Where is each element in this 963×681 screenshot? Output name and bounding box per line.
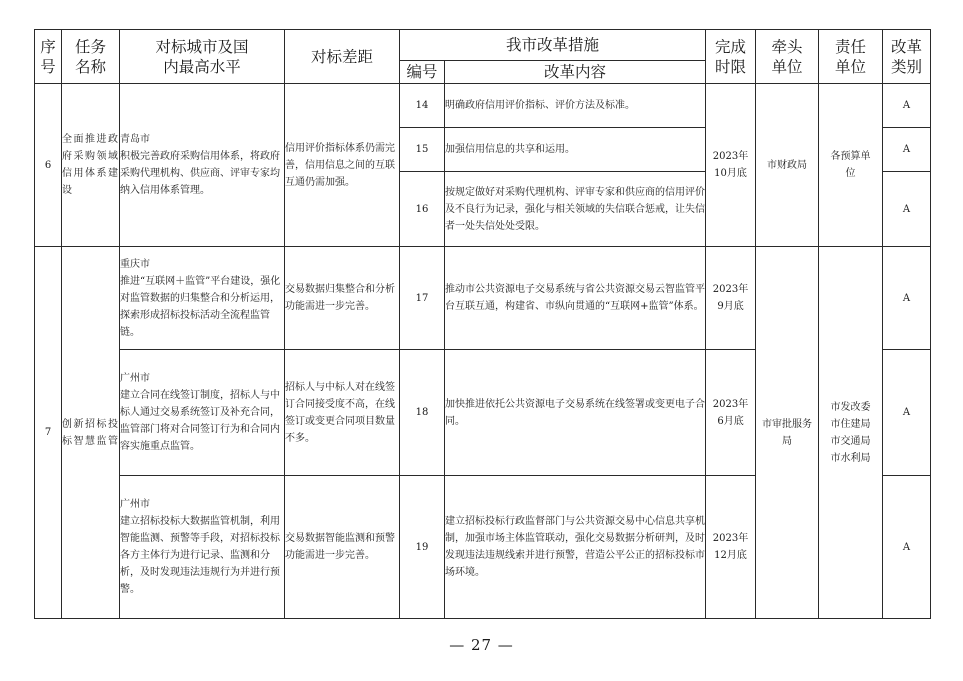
category-cell: A	[883, 84, 931, 128]
benchmark-text: 积极完善政府采购信用体系，将政府采购代理机构、供应商、评审专家均纳入信用体系管理。	[120, 151, 280, 196]
deadline-cell: 2023年6月底	[706, 350, 756, 476]
header-deadline: 完成时限	[706, 30, 756, 84]
benchmark-cell	[120, 84, 285, 247]
header-measures: 我市改革措施	[400, 30, 706, 61]
measure-content-cell: 推动市公共资源电子交易系统与省公共资源交易云智监管平台互联互通，构建省、市纵向贯通的“互联网+监管”体系。	[445, 247, 706, 350]
lead-unit-cell: 市财政局	[756, 84, 819, 247]
measure-content-cell: 按规定做好对采购代理机构、评审专家和供应商的信用评价及不良行为记录，强化与相关领域的失信联合惩戒，让失信者一处失信处处受限。	[445, 172, 706, 247]
task-name-cell: 创新招标投标智慧监管	[62, 247, 120, 619]
benchmark-text: 推进“互联网＋监管”平台建设，强化对监管数据的归集整合和分析运用，探索形成招标投标活动全流程监管链。	[120, 275, 281, 338]
benchmark-text: 建立合同在线签订制度，招标人与中标人通过交易系统签订及补充合同，监管部门将对合同签订行为和合同内容实施重点监管。	[120, 390, 280, 452]
measure-no-cell: 17	[400, 247, 445, 350]
gap-cell: 交易数据归集整合和分析功能需进一步完善。	[285, 247, 400, 350]
header-measure-content: 改革内容	[445, 61, 706, 84]
category-cell: A	[883, 476, 931, 619]
header-resp-unit: 责任单位	[819, 30, 883, 84]
header-gap: 对标差距	[285, 30, 400, 84]
header-task-name: 任务名称	[62, 30, 120, 84]
city-name: 重庆市	[120, 258, 150, 270]
measure-no-cell: 19	[400, 476, 445, 619]
reform-table	[34, 29, 931, 619]
category-cell: A	[883, 172, 931, 247]
measure-content-cell: 明确政府信用评价指标、评价方法及标准。	[445, 84, 706, 128]
measure-no-cell: 18	[400, 350, 445, 476]
task-name-cell: 全面推进政府采购领域信用体系建设	[62, 84, 120, 247]
deadline-cell: 2023年10月底	[706, 84, 756, 247]
header-benchmark: 对标城市及国内最高水平	[120, 30, 285, 84]
deadline-cell: 2023年12月底	[706, 476, 756, 619]
benchmark-cell	[120, 247, 285, 350]
seq-cell: 6	[35, 84, 62, 247]
lead-unit-cell: 市审批服务局	[756, 247, 819, 619]
table-row	[35, 247, 931, 350]
header-measure-no: 编号	[400, 61, 445, 84]
benchmark-text: 建立招标投标大数据监管机制，利用智能监测、预警等手段，对招标投标各方主体行为进行记录、监测和分析，及时发现违法违规行为并进行预警。	[120, 516, 280, 595]
gap-cell: 信用评价指标体系仍需完善，信用信息之间的互联互通仍需加强。	[285, 84, 400, 247]
header-category: 改革类别	[883, 30, 931, 84]
benchmark-cell	[120, 476, 285, 619]
resp-unit-cell: 各预算单位	[819, 84, 883, 247]
category-cell: A	[883, 350, 931, 476]
resp-unit-cell: 市发改委 市住建局 市交通局 市水利局	[819, 247, 883, 619]
category-cell: A	[883, 128, 931, 172]
city-name: 广州市	[120, 373, 150, 384]
header-seq: 序号	[35, 30, 62, 84]
measure-content-cell: 加强信用信息的共享和运用。	[445, 128, 706, 172]
measure-no-cell: 14	[400, 84, 445, 128]
gap-cell: 交易数据智能监测和预警功能需进一步完善。	[285, 476, 400, 619]
benchmark-cell	[120, 350, 285, 476]
table-row	[35, 84, 931, 128]
category-cell: A	[883, 247, 931, 350]
city-name: 广州市	[120, 499, 150, 510]
page-number: — 27 —	[449, 636, 514, 654]
measure-content-cell: 建立招标投标行政监督部门与公共资源交易中心信息共享机制，加强市场主体监管联动，强化交易数据分析研判，及时发现违法违规线索并进行预警，营造公平公正的招标投标市场环境。	[445, 476, 706, 619]
deadline-cell: 2023年9月底	[706, 247, 756, 350]
seq-cell: 7	[35, 247, 62, 619]
measure-no-cell: 16	[400, 172, 445, 247]
measure-no-cell: 15	[400, 128, 445, 172]
city-name: 青岛市	[120, 134, 150, 145]
measure-content-cell: 加快推进依托公共资源电子交易系统在线签署或变更电子合同。	[445, 350, 706, 476]
header-lead-unit: 牵头单位	[756, 30, 819, 84]
gap-cell: 招标人与中标人对在线签订合同接受度不高，在线签订或变更合同项目数量不多。	[285, 350, 400, 476]
